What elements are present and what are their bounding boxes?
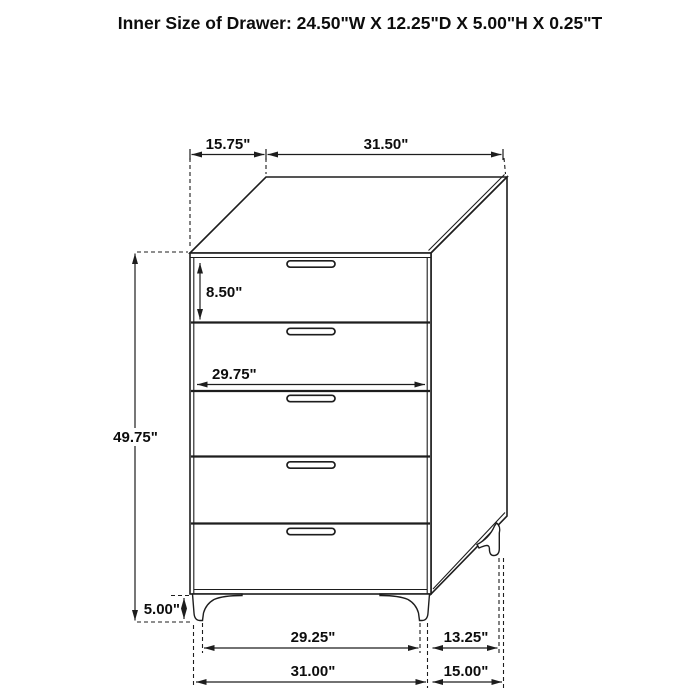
chest-front-face [190,253,431,594]
page-title: Inner Size of Drawer: 24.50"W X 12.25"D X 5.00"H X 0.25"T [117,13,603,33]
dimension-label-leg-height: 5.00" [143,601,180,618]
dimension-label-front-leg-span: 29.25" [290,629,336,646]
dimension-label-base-width: 31.00" [290,663,336,680]
dimension-label-drawer-front-width: 29.75" [212,366,257,383]
drawer-handle [287,528,335,534]
dimension-label-base-depth: 15.00" [443,663,489,680]
dimension-label-top-width: 31.50" [363,136,409,153]
drawer-handle [287,328,335,334]
drawer-handle [287,261,335,267]
drawer-handle [287,395,335,401]
dimension-label-top-depth: 15.75" [205,136,251,153]
dimension-label-overall-height: 49.75" [113,429,158,446]
chest-drawing [190,175,507,621]
dimension-label-top-drawer-height: 8.50" [206,284,243,301]
dimension-label-side-leg-span: 13.25" [443,629,489,646]
drawer-handle [287,462,335,468]
